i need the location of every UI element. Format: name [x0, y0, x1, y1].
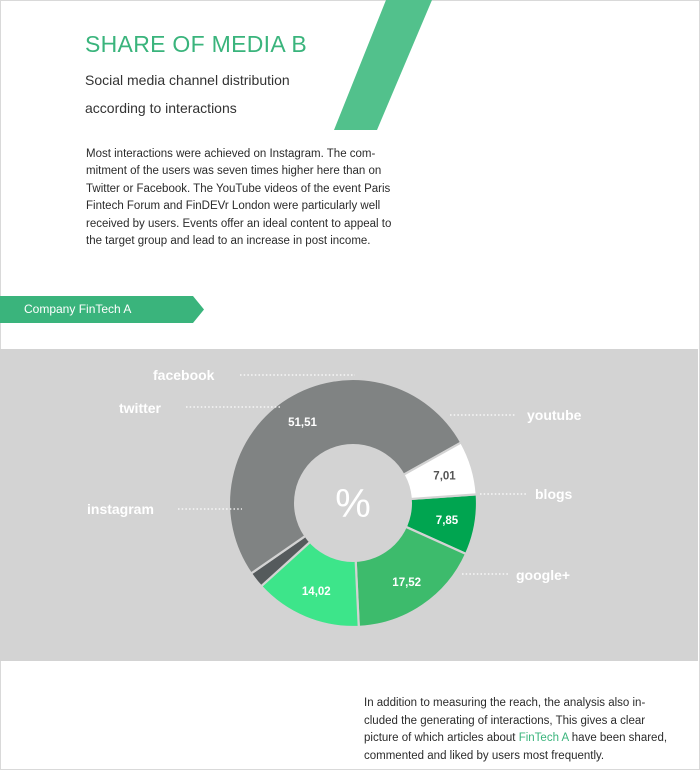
- legend-label-blogs: blogs: [535, 486, 573, 502]
- chart-center-label: %: [335, 482, 371, 526]
- subtitle-line-1: Social media channel distribution: [85, 72, 290, 88]
- value-label-twitter: 7,01: [433, 470, 456, 483]
- subtitle-line-2: according to interactions: [85, 100, 237, 116]
- company-tag-label: Company FinTech A: [24, 302, 132, 316]
- outro-highlight: FinTech A: [518, 732, 569, 745]
- legend-label-facebook: facebook: [153, 367, 215, 383]
- legend-label-google: google+: [516, 567, 571, 583]
- page-title: SHARE OF MEDIA B: [85, 31, 308, 57]
- value-label-blogs: 14,02: [301, 586, 331, 599]
- value-label-instagram: 51,51: [288, 417, 317, 429]
- value-label-facebook: 7,85: [435, 514, 459, 527]
- legend-label-youtube: youtube: [527, 407, 582, 423]
- intro-paragraph: Most interactions were achieved on Instagram. The com-mitment of the users was seven times higher here than on Twitter or Facebook. The YouTube videos of the event Paris Fintech Forum and FinDEVr London were particularly well received by users. Events offer an ideal content to appeal to the target group and lead to an increase in post income.: [86, 148, 392, 248]
- value-label-youtube: 17,52: [392, 577, 422, 589]
- outro-paragraph: [364, 695, 676, 765]
- donut-chart: [0, 349, 698, 661]
- outro-text-end: have been shared, commented and liked by users most frequently.: [364, 732, 668, 762]
- decorative-stripe: [330, 0, 440, 130]
- legend-label-twitter: twitter: [119, 400, 161, 416]
- page-subtitle: [85, 66, 345, 122]
- legend-label-instagram: instagram: [87, 501, 154, 517]
- outro-text-start: In addition to measuring the reach, the analysis also in-cluded the generating of interactions, This gives a clear picture of which articles about: [364, 697, 646, 745]
